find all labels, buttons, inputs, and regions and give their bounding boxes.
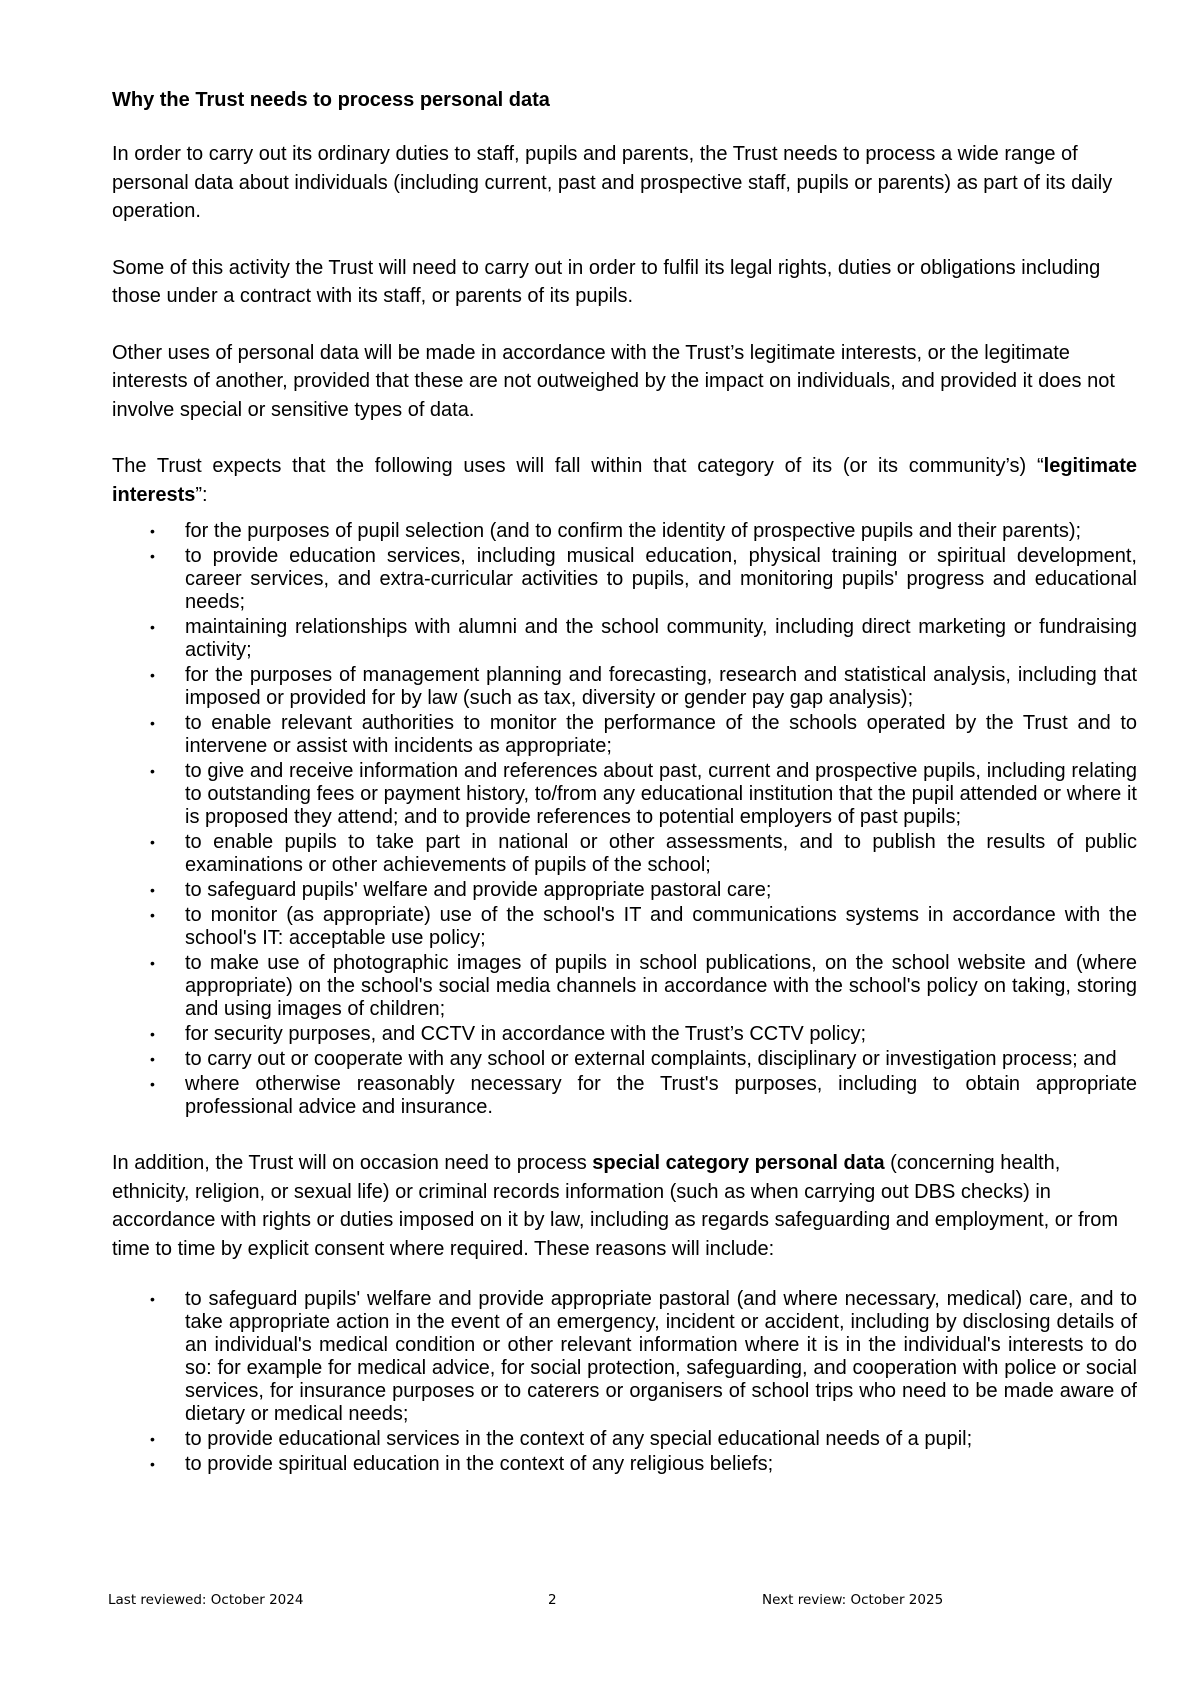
list-item	[112, 904, 1137, 950]
bullet-icon: •	[150, 907, 155, 923]
list-item	[112, 760, 1137, 829]
bullet-icon: •	[150, 1026, 155, 1042]
list-item-text: to provide spiritual education in the context of any religious beliefs;	[185, 1453, 774, 1475]
list-item	[112, 1428, 1137, 1451]
legitimate-uses-intro-text: The Trust expects that the following uses will fall within that category of its (or its community’s) “	[112, 455, 1044, 477]
list-item-text: to monitor (as appropriate) use of the school's IT and communications systems in accordance with the school's IT: acceptable use policy;	[185, 904, 1137, 949]
list-item	[112, 545, 1137, 614]
bullet-icon: •	[150, 715, 155, 731]
special-category-term: special category personal data	[592, 1152, 885, 1174]
bullet-icon: •	[150, 882, 155, 898]
bullet-icon: •	[150, 1051, 155, 1067]
legitimate-uses-intro	[112, 452, 1137, 509]
legitimate-interests-term: legitimate interests	[112, 455, 1137, 506]
bullet-icon: •	[150, 1076, 155, 1092]
bullet-icon: •	[150, 1456, 155, 1472]
list-item	[112, 712, 1137, 758]
bullet-icon: •	[150, 955, 155, 971]
list-item	[112, 1073, 1137, 1119]
bullet-icon: •	[150, 523, 155, 539]
page-number: 2	[548, 1592, 557, 1608]
list-item-text: maintaining relationships with alumni and the school community, including direct marketing or fundraising activity;	[185, 616, 1137, 661]
list-item-text: to carry out or cooperate with any school or external complaints, disciplinary or investigation process; and	[185, 1048, 1117, 1070]
last-reviewed: Last reviewed: October 2024	[108, 1592, 304, 1608]
list-item	[112, 1453, 1137, 1476]
list-item	[112, 879, 1137, 902]
document-page	[112, 88, 1137, 1506]
list-item-text: for security purposes, and CCTV in accordance with the Trust’s CCTV policy;	[185, 1023, 867, 1045]
special-category-text-start: In addition, the Trust will on occasion need to process	[112, 1152, 593, 1174]
special-category-paragraph	[112, 1149, 1137, 1263]
bullet-icon: •	[150, 548, 155, 564]
page-footer	[108, 1592, 1108, 1614]
bullet-icon: •	[150, 1291, 155, 1307]
bullet-icon: •	[150, 834, 155, 850]
bullet-icon: •	[150, 763, 155, 779]
section-heading: Why the Trust needs to process personal data	[112, 89, 550, 111]
list-item	[112, 1288, 1137, 1426]
list-item-text: to safeguard pupils' welfare and provide appropriate pastoral (and where necessary, medical) care, and to take appropriate action in the event of an emergency, incident or accident, including by disclosing details of an individual's medical condition or other relevant information where it is in the individual's interests to do so: for example for medical advice, for social protection, safeguarding, and cooperation with police or social services, for insurance purposes or to caterers or organisers of school trips who need to be made aware of dietary or medical needs;	[185, 1288, 1137, 1425]
list-item-text: to enable pupils to take part in national or other assessments, and to publish the results of public examinations or other achievements of pupils of the school;	[185, 831, 1137, 876]
bullet-icon: •	[150, 1431, 155, 1447]
list-item	[112, 616, 1137, 662]
list-item-text: for the purposes of management planning and forecasting, research and statistical analysis, including that imposed or provided for by law (such as tax, diversity or gender pay gap analysis);	[185, 664, 1137, 709]
list-item-text: to safeguard pupils' welfare and provide appropriate pastoral care;	[185, 879, 772, 901]
list-item	[112, 1048, 1137, 1071]
list-item-text: to make use of photographic images of pupils in school publications, on the school website and (where appropriate) on the school's social media channels in accordance with the school's policy on taking, storing and using images of children;	[185, 952, 1137, 1020]
list-item-text: where otherwise reasonably necessary for the Trust's purposes, including to obtain appropriate professional advice and insurance.	[185, 1073, 1137, 1118]
legitimate-uses-intro-end: ”:	[195, 483, 208, 506]
list-item-text: for the purposes of pupil selection (and to confirm the identity of prospective pupils and their parents);	[185, 520, 1082, 542]
bullet-icon: •	[150, 619, 155, 635]
special-uses-list	[112, 1288, 1137, 1476]
list-item-text: to enable relevant authorities to monitor the performance of the schools operated by the Trust and to intervene or assist with incidents as appropriate;	[185, 712, 1137, 757]
bullet-icon: •	[150, 667, 155, 683]
next-review: Next review: October 2025	[762, 1592, 944, 1608]
legitimate-interests-paragraph: Other uses of personal data will be made in accordance with the Trust’s legitimate interests, or the legitimate interests of another, provided that these are not outweighed by the impact on individuals, and provided it does not involve special or sensitive types of data.	[112, 341, 1115, 421]
legitimate-uses-list	[112, 520, 1137, 1119]
list-item	[112, 520, 1137, 543]
legal-obligations-paragraph: Some of this activity the Trust will need to carry out in order to fulfil its legal rights, duties or obligations including those under a contract with its staff, or parents of its pupils.	[112, 256, 1101, 307]
list-item-text: to provide education services, including musical education, physical training or spiritual development, career services, and extra-curricular activities to pupils, and monitoring pupils' progress and educational needs;	[185, 545, 1137, 613]
list-item	[112, 664, 1137, 710]
intro-paragraph: In order to carry out its ordinary duties to staff, pupils and parents, the Trust needs to process a wide range of personal data about individuals (including current, past and prospective staff, pupils or parents) as part of its daily operation.	[112, 143, 1113, 222]
list-item	[112, 952, 1137, 1021]
list-item	[112, 831, 1137, 877]
list-item-text: to give and receive information and references about past, current and prospective pupils, including relating to outstanding fees or payment history, to/from any educational institution that the pupil attended or where it is proposed they attend; and to provide references to potential employers of past pupils;	[185, 760, 1137, 828]
list-item	[112, 1023, 1137, 1046]
list-item-text: to provide educational services in the context of any special educational needs of a pupil;	[185, 1428, 973, 1450]
special-category-text-end: (concerning health, ethnicity, religion, or sexual life) or criminal records information (such as when carrying out DBS checks) in accordance with rights or duties imposed on it by law, including as regards safeguarding and employment, or from time to time by explicit consent where required. These reasons will include:	[112, 1152, 1119, 1260]
